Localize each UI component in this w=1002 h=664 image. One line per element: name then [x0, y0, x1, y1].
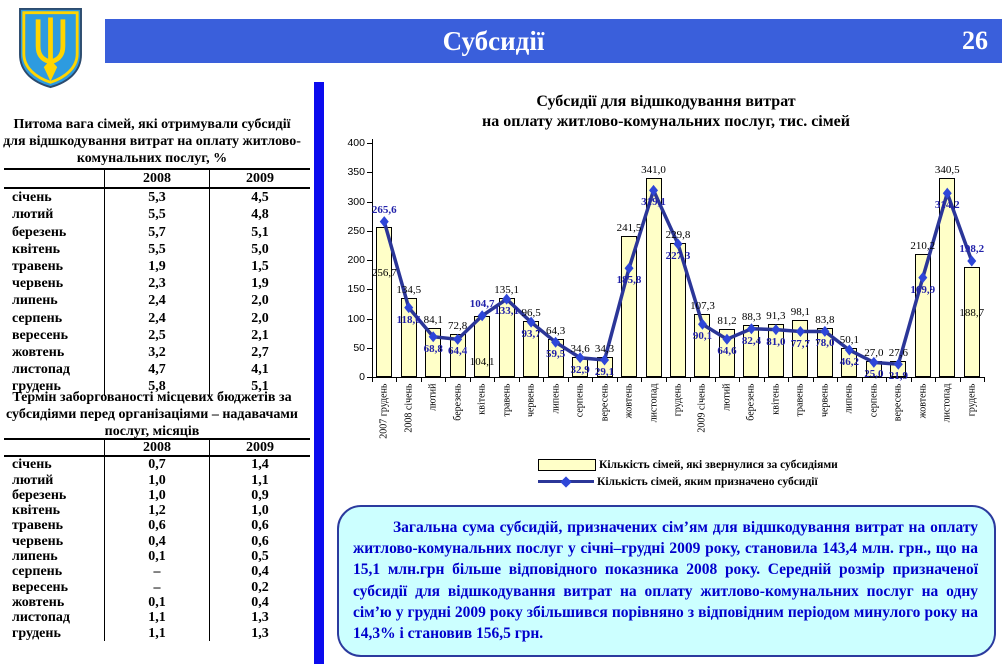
value-cell: 2,4 [105, 310, 210, 327]
diamond-marker-icon [560, 476, 571, 487]
value-cell: 0,4 [210, 564, 311, 579]
x-axis-label: лютий [721, 383, 733, 411]
line-value-label: 32,9 [570, 363, 590, 376]
bar-value-label: 50,1 [839, 333, 859, 346]
table-row [4, 188, 310, 206]
month-label: вересень [12, 579, 69, 595]
column-header [4, 169, 105, 188]
bar-value-label: 84,1 [423, 313, 443, 326]
value-cell: 5,5 [105, 206, 210, 223]
line-value-label: 21,9 [888, 370, 908, 383]
y-axis-label: 400 [347, 137, 365, 149]
table-debt-term-title: Термін заборгованості місцевих бюджетів за субсидіями перед організаціями – надавачами послуг, місяців [6, 390, 298, 440]
x-axis-label: травень [794, 383, 806, 416]
value-cell: 1,1 [105, 610, 210, 625]
bar-value-label: 88,3 [741, 311, 762, 324]
month-label: січень [12, 457, 52, 473]
line-value-label: 314,2 [934, 199, 960, 212]
bar-swatch [538, 459, 596, 471]
line-swatch [538, 476, 594, 487]
x-axis-label: листопад [941, 383, 953, 422]
x-axis-label: вересень [892, 383, 904, 421]
page-number: 26 [962, 26, 988, 55]
month-label: листопад [12, 610, 70, 626]
bar-value-label: 64,3 [545, 325, 566, 338]
x-axis-label: квітень [476, 383, 488, 415]
line-value-label: 169,9 [910, 283, 936, 296]
bar-value-label: 135,1 [494, 283, 519, 296]
line-value-label: 319,1 [641, 196, 666, 209]
y-axis-label: 150 [347, 283, 365, 296]
bar-value-label: 98,1 [790, 305, 811, 318]
month-label: жовтень [12, 345, 65, 361]
value-cell: 0,1 [105, 549, 210, 564]
value-cell: 1,0 [210, 503, 311, 518]
month-label: вересень [12, 327, 69, 343]
bar-value-label: 341,0 [641, 163, 666, 176]
line-value-label: 64,4 [448, 345, 468, 358]
diamond-marker-icon [771, 324, 780, 335]
ukraine-coat-of-arms-icon [17, 7, 84, 89]
month-label: січень [12, 190, 52, 206]
value-cell: 0,4 [210, 595, 311, 610]
chart-legend [538, 456, 838, 490]
x-axis-label: листопад [648, 383, 660, 422]
line-value-label: 77,7 [790, 337, 811, 350]
diamond-marker-icon [918, 272, 927, 283]
table-row [4, 258, 310, 275]
value-cell: 0,6 [210, 534, 311, 549]
value-cell: 5,1 [210, 378, 311, 395]
legend-item-bar [538, 456, 838, 473]
table-row [4, 503, 310, 518]
value-cell: 1,4 [210, 456, 311, 472]
y-axis-label: 250 [347, 224, 365, 237]
y-axis-label: 200 [347, 254, 365, 266]
month-label: серпень [12, 310, 63, 326]
x-axis-label: жовтень [917, 383, 929, 418]
value-cell: 0,6 [105, 518, 210, 533]
bar-value-label: 96,5 [521, 306, 541, 319]
table-row [4, 327, 310, 344]
line-value-label: 46,2 [839, 355, 859, 368]
table-row [4, 361, 310, 378]
table-row [4, 564, 310, 579]
column-header: 2009 [210, 439, 311, 456]
line-value-label: 59,5 [545, 348, 566, 361]
legend-label-line: Кількість сімей, яким призначено субсидії [597, 475, 818, 488]
bar-value-label: 210,2 [910, 240, 936, 253]
table-row [4, 580, 310, 595]
value-cell: 5,5 [105, 241, 210, 258]
value-cell: 1,9 [210, 275, 311, 292]
table-row [4, 344, 310, 361]
line-value-label: 78,0 [815, 337, 835, 350]
line-value-label: 82,4 [741, 334, 762, 347]
diamond-marker-icon [625, 263, 634, 274]
value-cell: 2,3 [105, 275, 210, 292]
table-row [4, 610, 310, 625]
line-value-label: 198,2 [959, 243, 985, 256]
x-axis-label: серпень [574, 383, 586, 417]
bar-value-label: 72,8 [448, 320, 468, 333]
line-value-label: 93,7 [521, 328, 541, 341]
table-row [4, 534, 310, 549]
x-axis-label: серпень [868, 383, 880, 417]
value-cell: 1,2 [105, 503, 210, 518]
value-cell: 0,4 [105, 534, 210, 549]
month-label: березень [12, 487, 67, 503]
month-label: листопад [12, 362, 70, 378]
x-axis-label: лютий [427, 383, 439, 411]
column-header [4, 439, 105, 456]
bar-value-label: 27,0 [864, 347, 884, 360]
line-value-label: 90,1 [692, 330, 713, 343]
value-cell: 1,3 [210, 626, 311, 641]
value-cell: 4,8 [210, 206, 311, 223]
bar-value-label: 134,5 [396, 284, 422, 297]
bar-value-label: 34,6 [570, 342, 590, 355]
y-axis-label: 300 [347, 195, 365, 208]
legend-label-bar: Кількість сімей, які звернулися за субсидіями [599, 458, 838, 471]
line-value-label: 118,6 [396, 313, 421, 326]
table-row [4, 518, 310, 533]
table-row [4, 224, 310, 241]
diamond-marker-icon [380, 216, 389, 227]
value-cell: 2,4 [105, 292, 210, 309]
line-value-label: 265,6 [371, 203, 397, 216]
x-axis-label: травень [501, 383, 513, 416]
subsidies-chart [332, 86, 1000, 500]
x-axis-label: березень [745, 383, 757, 421]
month-label: грудень [12, 379, 61, 395]
vertical-divider [314, 82, 324, 664]
table-row [4, 310, 310, 327]
page-title: Субсидії [442, 26, 545, 56]
x-axis-label: червень [525, 383, 537, 417]
bar-value-label: 340,5 [934, 163, 960, 176]
summary-text: Загальна сума субсидій, призначених сім’ям для відшкодування витрат на оплату житлово-комунальних послуг у січні–грудні 2009 року, становила 143,4 млн. грн., що на 15,1 млн.грн більше відповідного показника 2008 року. Середній розмір призначеної субсидії для відшкодування витрат на оплату житлово-комунальних послуг на одну сім’ю у грудні 2009 року збільшився порівняно з відповідним періодом минулого року на 14,3% і становив 156,5 грн. [353, 519, 978, 643]
line-value-label: 133,1 [494, 305, 519, 318]
chart-title-line1: Субсидії для відшкодування витрат [536, 93, 796, 110]
value-cell: 0,1 [105, 595, 210, 610]
value-cell: 0,2 [210, 580, 311, 595]
bar-value-label: 256,7 [371, 266, 397, 279]
month-label: лютий [12, 207, 54, 223]
summary-box [337, 505, 996, 657]
bar-value-label: 34,3 [594, 342, 615, 355]
month-label: грудень [12, 625, 61, 641]
y-axis-label: 100 [347, 312, 365, 325]
month-label: липень [12, 549, 58, 565]
value-cell: 1,1 [105, 626, 210, 641]
value-cell: 1,5 [210, 258, 311, 275]
x-axis-label: червень [819, 383, 831, 417]
value-cell: 1,3 [210, 610, 311, 625]
value-cell: 1,1 [210, 473, 311, 488]
x-axis-label: 2009 січень [696, 383, 708, 433]
month-label: липень [12, 293, 58, 309]
month-label: квітень [12, 503, 61, 519]
y-axis-label: 350 [347, 166, 365, 179]
value-cell: 3,2 [105, 344, 210, 361]
table-row [4, 206, 310, 223]
x-axis-label: 2007 грудень [378, 383, 390, 439]
value-cell: 2,7 [210, 344, 311, 361]
x-axis-label: вересень [599, 383, 611, 421]
value-cell: 5,7 [105, 224, 210, 241]
month-label: червень [12, 533, 64, 549]
line-value-label: 25,0 [864, 368, 884, 381]
line-value-label: 64,6 [717, 345, 737, 358]
line-value-label: 185,8 [616, 274, 642, 287]
line-value-label: 104,7 [469, 297, 495, 310]
month-label: березень [12, 224, 67, 240]
bar-value-label: 229,8 [665, 228, 691, 241]
legend-item-line [538, 473, 838, 490]
value-cell: 4,5 [210, 188, 311, 206]
table-debt-term [4, 438, 310, 641]
month-label: квітень [12, 241, 61, 257]
bar-value-label: 27,6 [888, 346, 908, 359]
x-axis-label: грудень [672, 383, 684, 416]
table-row [4, 456, 310, 472]
value-cell: 5,0 [210, 241, 311, 258]
value-cell: – [105, 564, 210, 579]
x-axis-label: квітень [770, 383, 782, 415]
line-value-label: 227,3 [665, 250, 691, 263]
month-label: серпень [12, 564, 63, 580]
bar-value-label: 188,7 [959, 306, 985, 319]
x-axis-label: липень [550, 383, 562, 414]
value-cell: 4,7 [105, 361, 210, 378]
value-cell: 5,3 [105, 188, 210, 206]
value-cell: – [105, 580, 210, 595]
chart-title-line2: на оплату житлово-комунальних послуг, тис. сімей [482, 113, 850, 130]
table-row [4, 626, 310, 641]
month-label: травень [12, 518, 64, 534]
x-axis-label: грудень [966, 383, 978, 416]
value-cell: 2,0 [210, 292, 311, 309]
table-row [4, 549, 310, 564]
bar-value-label: 107,3 [690, 300, 715, 313]
table-row [4, 292, 310, 309]
month-label: червень [12, 276, 64, 292]
value-cell: 0,6 [210, 518, 311, 533]
value-cell: 0,9 [210, 488, 311, 503]
line-value-label: 81,0 [766, 335, 786, 348]
column-header: 2008 [105, 439, 210, 456]
table-families-share-title: Питома вага сімей, які отримували субсидії для відшкодування витрат на оплату житлово-комунальних послуг, % [3, 117, 301, 167]
value-cell: 0,5 [210, 549, 311, 564]
table-row [4, 488, 310, 503]
bar-value-label: 104,1 [469, 356, 495, 369]
bar-value-label: 241,5 [616, 221, 642, 234]
x-axis-label: липень [843, 383, 855, 414]
month-label: лютий [12, 472, 54, 488]
value-cell: 2,5 [105, 327, 210, 344]
header-bar [105, 19, 1002, 63]
table-row [4, 473, 310, 488]
table-row [4, 595, 310, 610]
value-cell: 1,0 [105, 488, 210, 503]
bar-value-label: 91,3 [766, 309, 786, 322]
value-cell: 1,0 [105, 473, 210, 488]
value-cell: 2,1 [210, 327, 311, 344]
month-label: травень [12, 259, 64, 275]
x-axis-label: березень [452, 383, 464, 421]
line-value-label: 29,1 [594, 365, 615, 378]
bar-value-label: 81,2 [717, 315, 737, 328]
month-label: жовтень [12, 594, 65, 610]
y-axis-label: 50 [353, 341, 365, 354]
table-row [4, 241, 310, 258]
y-axis-label: 0 [359, 371, 365, 383]
value-cell: 4,1 [210, 361, 311, 378]
table-families-share [4, 168, 310, 396]
value-cell: 1,9 [105, 258, 210, 275]
column-header: 2008 [105, 169, 210, 188]
value-cell: 5,8 [105, 378, 210, 395]
table-row [4, 275, 310, 292]
x-axis-label: жовтень [623, 383, 635, 418]
line-path [384, 190, 972, 364]
x-axis-label: 2008 січень [403, 383, 415, 433]
value-cell: 5,1 [210, 224, 311, 241]
line-value-label: 68,8 [423, 342, 443, 355]
value-cell: 2,0 [210, 310, 311, 327]
value-cell: 0,7 [105, 456, 210, 472]
bar-value-label: 83,8 [815, 313, 835, 326]
column-header: 2009 [210, 169, 311, 188]
